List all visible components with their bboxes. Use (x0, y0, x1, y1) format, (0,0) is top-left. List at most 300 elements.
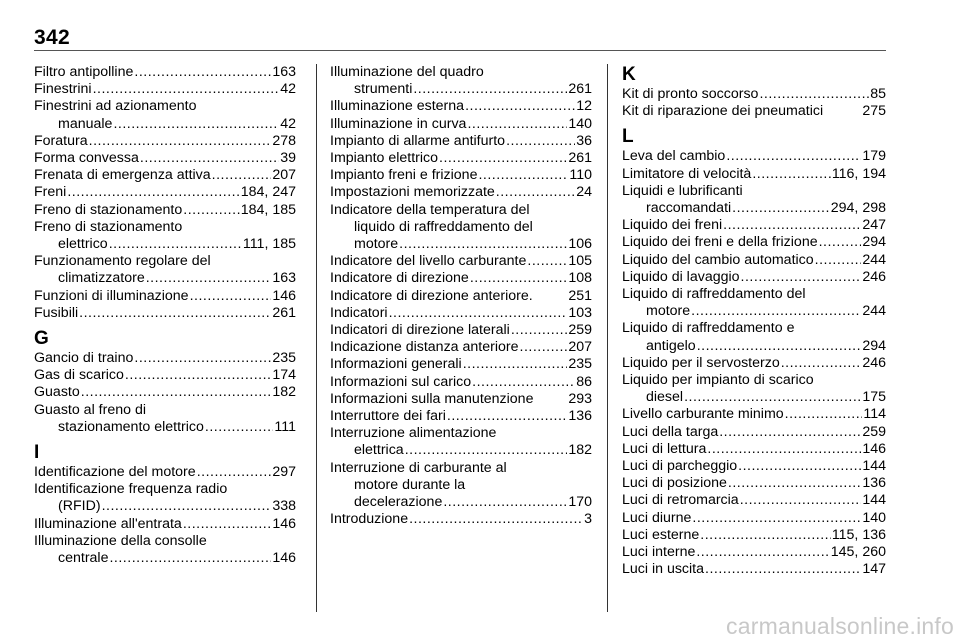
entry-page-ref: 174 (272, 367, 296, 384)
dot-leader (692, 510, 861, 527)
index-entry-line (330, 150, 592, 167)
index-entry-line (622, 424, 886, 441)
entry-term: Impianto elettrico (330, 150, 439, 167)
index-entry-line (34, 133, 296, 150)
entry-term: Illuminazione del quadro (330, 64, 484, 80)
column-divider (316, 64, 317, 612)
entry-page-ref: 116, 194 (831, 165, 886, 182)
entry-term: Indicazione distanza anteriore (330, 339, 519, 356)
index-entry-line (330, 425, 592, 442)
entry-page-ref: 136 (862, 475, 886, 492)
entry-term: (RFID) (58, 498, 101, 515)
section-letter: L (622, 126, 634, 148)
entry-term: Guasto (34, 384, 80, 401)
entry-term: antigelo (646, 337, 696, 354)
index-entry-line (330, 219, 592, 236)
index-entry (622, 441, 886, 458)
entry-term: Impostazioni memorizzate (330, 184, 495, 201)
index-entry (34, 516, 296, 533)
index-entry-line (622, 303, 886, 320)
index-entry-line (330, 374, 592, 391)
index-entry-line (330, 477, 592, 494)
entry-page-ref: 147 (862, 561, 886, 578)
index-entry (622, 286, 886, 320)
index-entry (34, 219, 296, 253)
index-entry-line (330, 339, 592, 356)
section-letter: I (34, 442, 40, 464)
entry-term: Interruzione di carburante al (330, 459, 507, 476)
index-entry-line (622, 338, 886, 355)
entry-page-ref: 3 (584, 511, 592, 528)
dot-leader (691, 303, 861, 320)
entry-term: stazionamento elettrico (58, 418, 204, 435)
index-entry (330, 391, 592, 408)
entry-term: elettrico (58, 236, 108, 253)
entry-page-ref: 207 (568, 339, 592, 356)
entry-term: Frenata di emergenza attiva (34, 167, 211, 184)
index-entry-line (622, 372, 886, 389)
dot-leader (134, 350, 271, 367)
entry-term: Finestrini (34, 81, 92, 98)
entry-page-ref: 182 (568, 442, 592, 459)
index-entry-line (330, 511, 592, 528)
entry-term: climatizzatore (58, 270, 145, 287)
index-entry (34, 288, 296, 305)
index-entry (34, 167, 296, 184)
entry-term: Luci esterne (622, 526, 700, 543)
entry-page-ref: 247 (862, 217, 886, 234)
entry-page-ref: 144 (862, 492, 886, 509)
entry-term: Guasto al freno di (34, 401, 146, 418)
entry-term: Kit di riparazione dei pneumatici (622, 103, 824, 120)
index-entry (34, 202, 296, 219)
entry-page-ref: 244 (862, 303, 886, 320)
dot-leader (719, 424, 861, 441)
entry-page-ref: 261 (272, 304, 296, 321)
dot-leader (726, 148, 861, 165)
index-entry (330, 339, 592, 356)
entry-term: Luci diurne (622, 509, 692, 526)
index-entry (622, 475, 886, 492)
entry-page-ref: 140 (568, 115, 592, 132)
dot-leader (707, 441, 861, 458)
index-entry (330, 133, 592, 150)
index-entry (622, 103, 886, 120)
index-entry-line (622, 234, 886, 251)
dot-leader (732, 200, 830, 217)
entry-page-ref: 106 (568, 236, 592, 253)
entry-page-ref: 42 (280, 81, 296, 98)
dot-leader (684, 389, 861, 406)
entry-page-ref: 103 (568, 304, 592, 321)
index-entry-line (34, 419, 296, 436)
entry-term: Identificazione frequenza radio (34, 481, 228, 498)
entry-term: Funzioni di illuminazione (34, 287, 189, 304)
index-entry (34, 464, 296, 481)
dot-leader (697, 338, 862, 355)
header-rule (34, 50, 886, 51)
entry-page-ref: 24 (576, 184, 592, 201)
index-entry-line (330, 494, 592, 511)
index-entry-line (34, 64, 296, 81)
index-entry (330, 253, 592, 270)
dot-leader (399, 236, 567, 253)
dot-leader (413, 81, 567, 98)
entry-term: Introduzione (330, 511, 409, 528)
dot-leader (728, 475, 861, 492)
index-entry-line (34, 98, 296, 115)
index-column-2 (330, 64, 592, 528)
index-entry-line (622, 492, 886, 509)
dot-leader (389, 305, 568, 322)
index-entry-line (330, 322, 592, 339)
entry-page-ref: 259 (568, 322, 592, 339)
dot-leader (472, 374, 575, 391)
entry-page-ref: 179 (862, 148, 886, 165)
dot-leader (109, 236, 242, 253)
index-entry (622, 183, 886, 217)
entry-page-ref: 251 (568, 287, 592, 304)
index-entry (34, 81, 296, 98)
index-entry (34, 533, 296, 567)
entry-page-ref: 111 (274, 418, 296, 435)
dot-leader (738, 458, 861, 475)
index-entry-line (330, 81, 592, 98)
dot-leader (467, 116, 567, 133)
dot-leader (759, 86, 869, 103)
entry-term: Freno di stazionamento (34, 201, 183, 218)
index-entry-line (622, 510, 886, 527)
index-entry (330, 167, 592, 184)
index-entry (34, 150, 296, 167)
index-entry-line (34, 81, 296, 98)
index-entry (622, 424, 886, 441)
index-entry-line (330, 253, 592, 270)
entry-page-ref: 170 (568, 494, 592, 511)
entry-term: Liquido di raffreddamento e (622, 320, 795, 337)
entry-page-ref: 42 (280, 115, 296, 132)
index-entry (330, 184, 592, 201)
entry-term: Impianto freni e frizione (330, 167, 478, 184)
dot-leader (705, 561, 861, 578)
index-entry-line (330, 236, 592, 253)
index-entry-line (330, 305, 592, 322)
entry-page-ref: 105 (568, 253, 592, 270)
index-entry (34, 305, 296, 322)
entry-page-ref: 140 (862, 509, 886, 526)
entry-term: Indicatori (330, 304, 388, 321)
dot-leader (819, 234, 862, 251)
index-entry-line (622, 148, 886, 165)
index-entry-line (34, 305, 296, 322)
dot-leader (439, 150, 567, 167)
entry-page-ref: 12 (576, 98, 592, 115)
column-divider (607, 64, 608, 612)
entry-term: Gas di scarico (34, 367, 124, 384)
entry-term: Indicatore di direzione anteriore. (330, 287, 533, 304)
dot-leader (146, 270, 272, 287)
index-entry-line (34, 384, 296, 401)
dot-leader (443, 494, 567, 511)
entry-page-ref: 145, 260 (830, 544, 886, 561)
index-entry-line (34, 367, 296, 384)
entry-page-ref: 136 (568, 408, 592, 425)
entry-page-ref: 184, 247 (240, 184, 296, 201)
index-entry (34, 367, 296, 384)
dot-leader (815, 252, 862, 269)
entry-page-ref: 86 (576, 373, 592, 390)
entry-term: Interruttore dei fari (330, 408, 446, 425)
entry-page-ref: 175 (862, 389, 886, 406)
entry-term: Impianto di allarme antifurto (330, 132, 506, 149)
index-entry-line (622, 527, 886, 544)
section-letter: G (34, 328, 49, 350)
entry-page-ref: 144 (862, 458, 886, 475)
entry-term: Freno di stazionamento (34, 218, 183, 235)
index-entry (330, 288, 592, 305)
index-entry (34, 98, 296, 132)
entry-page-ref: 163 (272, 270, 296, 287)
dot-leader (134, 64, 271, 81)
index-entry (622, 458, 886, 475)
entry-term: Liquido di lavaggio (622, 268, 740, 285)
entry-page-ref: 85 (870, 86, 886, 102)
dot-leader (409, 511, 583, 528)
index-entry (34, 184, 296, 201)
index-entry-line (330, 270, 592, 287)
entry-term: Indicatore della temperatura del (330, 201, 530, 218)
index-entry (622, 372, 886, 406)
entry-term: decelerazione (354, 494, 443, 511)
entry-term: motore (354, 236, 399, 253)
entry-page-ref: 115, 136 (831, 526, 886, 543)
index-entry-line (622, 252, 886, 269)
index-entry-line (34, 498, 296, 515)
index-entry (622, 166, 886, 183)
index-entry-line (34, 481, 296, 498)
index-entry-line (622, 200, 886, 217)
dot-leader (205, 419, 274, 436)
entry-page-ref: 39 (280, 150, 296, 167)
index-entry (622, 252, 886, 269)
entry-page-ref: 294 (862, 337, 886, 354)
entry-term: Indicatore di direzione (330, 270, 469, 287)
entry-page-ref: 235 (568, 356, 592, 373)
index-entry-line (330, 356, 592, 373)
entry-term: Luci di parcheggio (622, 458, 738, 475)
dot-leader (102, 498, 272, 515)
entry-page-ref: 146 (272, 550, 296, 567)
entry-term: Illuminazione all'entrata (34, 515, 182, 532)
entry-term: Luci in uscita (622, 561, 705, 578)
index-entry-line (330, 133, 592, 150)
index-entry-line (622, 406, 886, 423)
index-entry (330, 270, 592, 287)
dot-leader (405, 442, 568, 459)
index-entry-line (34, 402, 296, 419)
entry-term: Indicatore del livello carburante (330, 253, 527, 270)
entry-term: liquido di raffreddamento del (354, 218, 533, 235)
entry-term: Filtro antipolline (34, 64, 134, 80)
index-entry-line (34, 167, 296, 184)
dot-leader (113, 116, 279, 133)
index-entry (34, 64, 296, 81)
entry-term: Liquidi e lubrificanti (622, 182, 743, 199)
dot-leader (183, 516, 272, 533)
index-entry-line (34, 516, 296, 533)
index-entry-line (622, 355, 886, 372)
entry-term: Finestrini ad azionamento (34, 98, 197, 115)
entry-term: Foratura (34, 132, 88, 149)
index-entry (330, 98, 592, 115)
entry-term: Illuminazione esterna (330, 98, 465, 115)
entry-term: Liquido dei freni (622, 217, 723, 234)
entry-term: Liquido del cambio automatico (622, 251, 814, 268)
index-entry-line (34, 533, 296, 550)
index-entry-line (622, 561, 886, 578)
entry-term: centrale (58, 550, 109, 567)
index-entry-line (34, 550, 296, 567)
entry-term: Forma convessa (34, 150, 139, 167)
entry-page-ref: 163 (272, 64, 296, 80)
dot-leader (190, 288, 272, 305)
index-entry-line (34, 288, 296, 305)
dot-leader (197, 464, 272, 481)
index-entry-line (622, 166, 886, 183)
dot-leader (140, 150, 279, 167)
index-entry-line (622, 441, 886, 458)
index-entry-line (34, 219, 296, 236)
index-entry-line (34, 150, 296, 167)
entry-term: Identificazione del motore (34, 464, 196, 481)
dot-leader (740, 492, 862, 509)
index-entry-line (330, 442, 592, 459)
entry-term: strumenti (354, 81, 413, 98)
index-entry (330, 64, 592, 98)
entry-term: Luci della targa (622, 423, 719, 440)
index-entry-line (622, 269, 886, 286)
entry-page-ref: 294 (862, 234, 886, 251)
index-entry-line (622, 217, 886, 234)
dot-leader (527, 253, 567, 270)
entry-page-ref: 246 (862, 354, 886, 371)
entry-term: Freni (34, 184, 67, 201)
index-entry-line (34, 116, 296, 133)
dot-leader (212, 167, 272, 184)
entry-term: Liquido dei freni e della frizione (622, 234, 818, 251)
index-entry-line (330, 202, 592, 219)
dot-leader (67, 184, 239, 201)
dot-leader (447, 408, 567, 425)
dot-leader (785, 406, 863, 423)
dot-leader (125, 367, 271, 384)
entry-term: manuale (58, 115, 113, 132)
entry-page-ref: 294, 298 (830, 200, 886, 217)
entry-page-ref: 297 (272, 464, 296, 481)
index-entry-line (34, 253, 296, 270)
dot-leader (81, 384, 272, 401)
index-entry (330, 322, 592, 339)
index-entry-line (622, 86, 886, 103)
index-column-3 (622, 64, 886, 578)
entry-term: Informazioni sul carico (330, 373, 472, 390)
entry-term: Illuminazione in curva (330, 115, 467, 132)
index-entry-line (330, 184, 592, 201)
index-entry (622, 492, 886, 509)
index-entry (330, 150, 592, 167)
index-entry (330, 305, 592, 322)
index-entry-line (330, 391, 592, 408)
entry-page-ref: 278 (272, 132, 296, 149)
entry-page-ref: 110 (569, 167, 592, 184)
entry-page-ref: 275 (862, 103, 886, 120)
index-entry (34, 402, 296, 436)
entry-term: diesel (646, 389, 684, 406)
entry-page-ref: 261 (568, 150, 592, 167)
dot-leader (506, 133, 575, 150)
entry-page-ref: 182 (272, 384, 296, 401)
dot-leader (511, 322, 568, 339)
entry-term: Leva del cambio (622, 148, 726, 165)
index-entry-line (330, 116, 592, 133)
dot-leader (93, 81, 280, 98)
index-entry-line (330, 167, 592, 184)
dot-leader (520, 339, 568, 356)
index-entry (330, 202, 592, 254)
dot-leader (781, 355, 862, 372)
dot-leader (89, 133, 272, 150)
index-entry-line (622, 458, 886, 475)
index-entry (622, 86, 886, 103)
index-entry-line (622, 103, 886, 120)
entry-page-ref: 261 (568, 81, 592, 98)
entry-term: Fusibili (34, 304, 79, 321)
index-entry (622, 510, 886, 527)
dot-leader (183, 202, 240, 219)
dot-leader (463, 356, 568, 373)
entry-page-ref: 114 (863, 406, 886, 423)
index-entry-line (330, 288, 592, 305)
entry-term: motore (646, 303, 691, 320)
dot-leader (496, 184, 575, 201)
index-entry (34, 481, 296, 515)
index-entry (34, 133, 296, 150)
index-entry (34, 253, 296, 287)
entry-term: elettrica (354, 442, 404, 459)
entry-page-ref: 111, 185 (242, 236, 296, 253)
entry-page-ref: 259 (862, 423, 886, 440)
index-column-1 (34, 64, 296, 567)
index-entry (622, 544, 886, 561)
index-entry (330, 356, 592, 373)
entry-term: Liquido per impianto di scarico (622, 372, 814, 389)
entry-page-ref: 108 (568, 270, 592, 287)
index-entry-line (622, 389, 886, 406)
index-entry (330, 116, 592, 133)
index-entry-line (330, 98, 592, 115)
index-entry-line (34, 270, 296, 287)
index-entry (330, 511, 592, 528)
dot-leader (79, 305, 271, 322)
dot-leader (741, 269, 862, 286)
dot-leader (465, 98, 575, 115)
index-entry-line (34, 464, 296, 481)
dot-leader (109, 550, 271, 567)
entry-page-ref: 146 (272, 287, 296, 304)
entry-page-ref: 146 (862, 440, 886, 457)
index-entry-line (34, 350, 296, 367)
index-entry-line (34, 202, 296, 219)
